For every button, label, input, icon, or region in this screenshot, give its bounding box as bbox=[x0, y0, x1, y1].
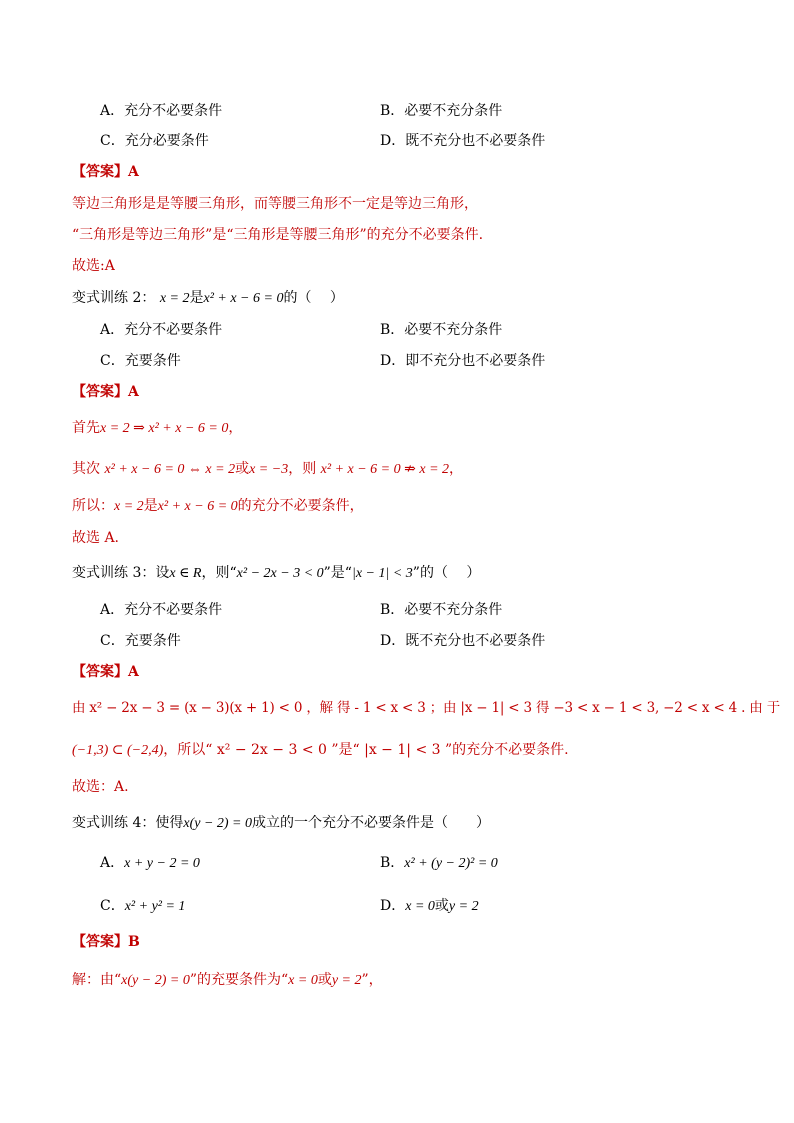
q2-line-3 bbox=[72, 496, 364, 517]
q4-sol-math-3: y = 2 bbox=[331, 973, 362, 988]
q3-option-a: A．充分不必要条件 bbox=[100, 602, 223, 618]
q2-line3-math-2: x² + x − 6 = 0 bbox=[157, 499, 238, 514]
q2-title-math-1: x = 2 bbox=[159, 291, 190, 306]
q2-line2-math-1: x² + x − 6 = 0 ⇔ x = 2 bbox=[104, 462, 236, 477]
q4-sol-prefix: 解：由“ bbox=[72, 972, 122, 988]
q4-sol-suffix: ”， bbox=[361, 972, 383, 988]
q2-line3-mid: 是 bbox=[143, 498, 158, 514]
q2-line1-prefix: 首先 bbox=[72, 420, 100, 436]
q4-option-a-math: x + y − 2 = 0 bbox=[124, 856, 200, 871]
answer-label: 【答案】 bbox=[72, 384, 128, 400]
q3-choose: 故选：A. bbox=[72, 779, 129, 795]
q3-title-math-2: x² − 2x − 3 < 0 bbox=[236, 566, 324, 581]
q3-title-math-1: x ∈ R bbox=[169, 566, 202, 581]
answer-value: B bbox=[128, 934, 140, 950]
q2-answer bbox=[72, 382, 139, 402]
q3-line2-text: ，所以“ x² − 2x − 3 < 0 ”是“ |x − 1| < 3 ”的充分不必要条件. bbox=[163, 742, 569, 758]
q2-line2-math-2: x = −3 bbox=[249, 462, 289, 477]
q3-line-2 bbox=[72, 740, 569, 761]
q4-option-d bbox=[380, 896, 479, 917]
q4-option-c bbox=[100, 896, 185, 917]
q4-option-b bbox=[380, 853, 498, 874]
q4-option-a bbox=[100, 853, 200, 874]
q2-line3-suffix: 的充分不必要条件， bbox=[237, 498, 364, 514]
q1-answer bbox=[72, 162, 139, 182]
q4-option-d-label: D． bbox=[380, 898, 406, 914]
q4-option-d-math-1: x = 0 bbox=[405, 899, 435, 914]
answer-label: 【答案】 bbox=[72, 934, 128, 950]
q3-title-prefix: 变式训练 3：设 bbox=[72, 565, 170, 581]
q4-option-b-label: B． bbox=[380, 855, 405, 871]
q3-line-1: 由 x² − 2x − 3 = (x − 3)(x + 1) < 0 ，解 得 - 1 < x < 3 ；由 |x − 1| < 3 得 −3 < x − 1 < 3, −2 < x < 4 . 由 于 bbox=[72, 700, 780, 716]
q3-title bbox=[72, 563, 480, 584]
q2-line3-prefix: 所以： bbox=[72, 498, 114, 514]
q3-title-suffix: ”的（ ） bbox=[412, 565, 481, 581]
q2-line2-then: ，则 bbox=[288, 461, 317, 477]
q4-option-d-or: 或 bbox=[434, 898, 449, 914]
q3-title-math-3: |x − 1| < 3 bbox=[351, 566, 413, 581]
q4-title-math: x(y − 2) = 0 bbox=[183, 816, 253, 831]
q2-title-mid: 是 bbox=[189, 290, 204, 306]
q2-option-c: C．充要条件 bbox=[100, 353, 181, 369]
q1-option-c: C．充分必要条件 bbox=[100, 133, 209, 149]
q4-sol-math-2: x = 0 bbox=[288, 973, 318, 988]
q4-option-d-math-2: y = 2 bbox=[448, 899, 479, 914]
q4-option-c-math: x² + y² = 1 bbox=[124, 899, 186, 914]
q4-solution bbox=[72, 970, 383, 991]
answer-label: 【答案】 bbox=[72, 664, 128, 680]
q4-option-b-math: x² + (y − 2)² = 0 bbox=[404, 856, 498, 871]
q3-title-mid2: ”是“ bbox=[323, 565, 352, 581]
q4-sol-math-1: x(y − 2) = 0 bbox=[121, 973, 190, 988]
answer-label: 【答案】 bbox=[72, 164, 128, 180]
q4-sol-or: 或 bbox=[317, 972, 332, 988]
q4-title-suffix: 成立的一个充分不必要条件是（ ） bbox=[252, 815, 491, 831]
q3-line2-math: (−1,3) ⊂ (−2,4) bbox=[72, 743, 164, 758]
q2-option-a: A．充分不必要条件 bbox=[100, 322, 223, 338]
q2-title-suffix: 的（ ） bbox=[283, 290, 344, 306]
q1-option-b: B．必要不充分条件 bbox=[380, 103, 503, 119]
q2-line2-suffix: ， bbox=[449, 461, 464, 477]
q3-option-d: D．既不充分也不必要条件 bbox=[380, 633, 546, 649]
q2-option-b: B．必要不充分条件 bbox=[380, 322, 503, 338]
q1-option-a: A．充分不必要条件 bbox=[100, 103, 223, 119]
q2-line2-math-3: x² + x − 6 = 0 ⇏ x = 2 bbox=[320, 462, 450, 477]
q2-line2-or: 或 bbox=[235, 461, 250, 477]
q3-option-c: C．充要条件 bbox=[100, 633, 181, 649]
q2-title-math-2: x² + x − 6 = 0 bbox=[203, 291, 284, 306]
q2-line1-math: x = 2 ⇒ x² + x − 6 = 0 bbox=[100, 421, 229, 436]
q3-option-b: B．必要不充分条件 bbox=[380, 602, 503, 618]
q2-option-d: D．即不充分也不必要条件 bbox=[380, 353, 546, 369]
answer-value: A bbox=[128, 164, 139, 180]
q4-option-c-label: C． bbox=[100, 898, 125, 914]
q1-explanation-2: “三角形是等边三角形”是“三角形是等腰三角形”的充分不必要条件. bbox=[72, 227, 484, 243]
q4-title-prefix: 变式训练 4：使得 bbox=[72, 815, 184, 831]
q1-choose: 故选:A bbox=[72, 258, 115, 274]
q2-line-2 bbox=[72, 459, 463, 480]
q2-choose: 故选 A. bbox=[72, 530, 120, 546]
q2-line1-suffix: ， bbox=[228, 420, 243, 436]
q3-title-mid1: ，则“ bbox=[201, 565, 237, 581]
answer-value: A bbox=[128, 664, 139, 680]
answer-value: A bbox=[128, 384, 139, 400]
q2-line2-prefix: 其次 bbox=[72, 461, 100, 477]
q1-option-d: D．既不充分也不必要条件 bbox=[380, 133, 546, 149]
q3-answer bbox=[72, 662, 139, 682]
q1-explanation-1: 等边三角形是是等腰三角形，而等腰三角形不一定是等边三角形， bbox=[72, 196, 478, 212]
q2-line3-math-1: x = 2 bbox=[114, 499, 144, 514]
q2-title-prefix: 变式训练 2： bbox=[72, 290, 156, 306]
q4-answer bbox=[72, 932, 140, 952]
q4-title bbox=[72, 813, 490, 834]
q4-sol-mid: ”的充要条件为“ bbox=[189, 972, 289, 988]
q2-title bbox=[72, 288, 344, 309]
q4-option-a-label: A． bbox=[100, 855, 125, 871]
q2-line-1 bbox=[72, 418, 242, 439]
